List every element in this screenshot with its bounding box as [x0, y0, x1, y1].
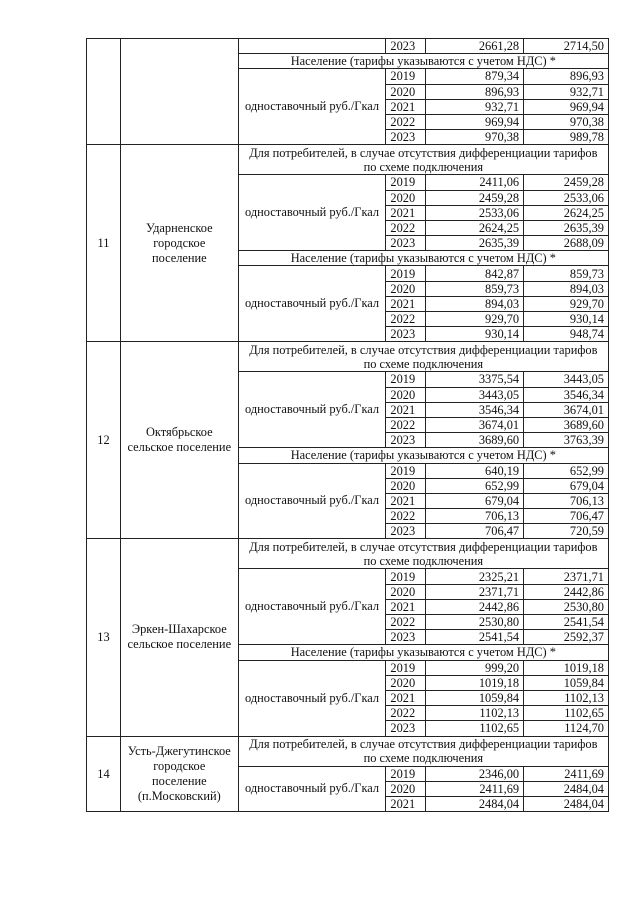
consumers-header: Для потребителей, в случае отсутствия дифференциации тарифов по схеме подключения: [238, 539, 608, 569]
value-second-half: 1059,84: [524, 675, 609, 690]
value-second-half: 2530,80: [524, 599, 609, 614]
value-first-half: 970,38: [426, 130, 524, 145]
value-first-half: 1059,84: [426, 690, 524, 705]
population-header: Население (тарифы указываются с учетом НДС) *: [238, 251, 608, 266]
value-first-half: 999,20: [426, 660, 524, 675]
year-cell: 2021: [386, 205, 426, 220]
year-cell: 2021: [386, 402, 426, 417]
year-cell: 2020: [386, 387, 426, 402]
value-second-half: 3674,01: [524, 402, 609, 417]
value-second-half: 1102,13: [524, 690, 609, 705]
year-cell: 2019: [386, 660, 426, 675]
value-second-half: 2714,50: [524, 39, 609, 54]
value-first-half: 2325,21: [426, 569, 524, 584]
value-second-half: 3546,34: [524, 387, 609, 402]
consumers-header: Для потребителей, в случае отсутствия дифференциации тарифов по схеме подключения: [238, 342, 608, 372]
value-first-half: 2484,04: [426, 796, 524, 811]
value-first-half: 1019,18: [426, 675, 524, 690]
entry-name: Октябрьское сельское поселение: [120, 342, 238, 539]
year-cell: 2019: [386, 463, 426, 478]
year-cell: 2021: [386, 99, 426, 114]
value-second-half: 930,14: [524, 312, 609, 327]
value-first-half: 1102,13: [426, 706, 524, 721]
value-first-half: 2459,28: [426, 190, 524, 205]
year-cell: 2020: [386, 478, 426, 493]
value-second-half: 2592,37: [524, 630, 609, 645]
value-first-half: 2541,54: [426, 630, 524, 645]
value-second-half: 2533,06: [524, 190, 609, 205]
value-first-half: 930,14: [426, 327, 524, 342]
group-header-row: [87, 736, 609, 766]
value-first-half: 842,87: [426, 266, 524, 281]
year-cell: 2020: [386, 781, 426, 796]
value-second-half: 2371,71: [524, 569, 609, 584]
year-cell: 2023: [386, 39, 426, 54]
year-cell: 2022: [386, 114, 426, 129]
tariff-type: [238, 39, 386, 54]
group-header-row: [87, 145, 609, 175]
value-first-half: 896,93: [426, 84, 524, 99]
value-second-half: 2688,09: [524, 236, 609, 251]
value-second-half: 2484,04: [524, 796, 609, 811]
value-first-half: 3689,60: [426, 433, 524, 448]
value-first-half: 2661,28: [426, 39, 524, 54]
year-cell: 2022: [386, 706, 426, 721]
year-cell: 2023: [386, 130, 426, 145]
value-second-half: 970,38: [524, 114, 609, 129]
value-first-half: 3375,54: [426, 372, 524, 387]
year-cell: 2021: [386, 796, 426, 811]
entry-number: 11: [87, 145, 121, 342]
tariff-row: [87, 39, 609, 54]
value-first-half: 3546,34: [426, 402, 524, 417]
consumers-header: Для потребителей, в случае отсутствия дифференциации тарифов по схеме подключения: [238, 736, 608, 766]
year-cell: 2021: [386, 599, 426, 614]
year-cell: 2022: [386, 417, 426, 432]
entry-name: [120, 39, 238, 145]
value-first-half: 2635,39: [426, 236, 524, 251]
year-cell: 2019: [386, 175, 426, 190]
value-first-half: 1102,65: [426, 721, 524, 736]
value-second-half: 1019,18: [524, 660, 609, 675]
value-first-half: 3443,05: [426, 387, 524, 402]
population-header: Население (тарифы указываются с учетом НДС) *: [238, 448, 608, 463]
value-second-half: 720,59: [524, 524, 609, 539]
tariff-type: одноставочный руб./Гкал: [238, 372, 386, 448]
consumers-header: Для потребителей, в случае отсутствия дифференциации тарифов по схеме подключения: [238, 145, 608, 175]
entry-number: 12: [87, 342, 121, 539]
value-second-half: 894,03: [524, 281, 609, 296]
year-cell: 2020: [386, 281, 426, 296]
value-second-half: 652,99: [524, 463, 609, 478]
value-second-half: 706,13: [524, 493, 609, 508]
value-first-half: 706,47: [426, 524, 524, 539]
value-first-half: 2411,06: [426, 175, 524, 190]
tariff-type: одноставочный руб./Гкал: [238, 660, 386, 736]
value-first-half: 652,99: [426, 478, 524, 493]
year-cell: 2023: [386, 327, 426, 342]
tariff-type: одноставочный руб./Гкал: [238, 766, 386, 812]
year-cell: 2020: [386, 675, 426, 690]
value-first-half: 679,04: [426, 493, 524, 508]
year-cell: 2023: [386, 433, 426, 448]
year-cell: 2019: [386, 69, 426, 84]
value-second-half: 706,47: [524, 509, 609, 524]
population-header: Население (тарифы указываются с учетом НДС) *: [238, 54, 608, 69]
value-second-half: 2635,39: [524, 220, 609, 235]
value-second-half: 3689,60: [524, 417, 609, 432]
value-first-half: 706,13: [426, 509, 524, 524]
value-first-half: 640,19: [426, 463, 524, 478]
year-cell: 2020: [386, 190, 426, 205]
value-second-half: 948,74: [524, 327, 609, 342]
entry-name: Ударненское городское поселение: [120, 145, 238, 342]
value-second-half: 2624,25: [524, 205, 609, 220]
value-second-half: 896,93: [524, 69, 609, 84]
year-cell: 2019: [386, 372, 426, 387]
value-second-half: 2411,69: [524, 766, 609, 781]
group-header-row: [87, 342, 609, 372]
value-second-half: 1124,70: [524, 721, 609, 736]
entry-name: Эркен-Шахарское сельское поселение: [120, 539, 238, 736]
value-first-half: 2530,80: [426, 615, 524, 630]
entry-number: 14: [87, 736, 121, 812]
value-second-half: 3763,39: [524, 433, 609, 448]
value-first-half: 2411,69: [426, 781, 524, 796]
tariff-type: одноставочный руб./Гкал: [238, 463, 386, 539]
value-second-half: 1102,65: [524, 706, 609, 721]
group-header-row: [87, 539, 609, 569]
entry-number: 13: [87, 539, 121, 736]
tariff-type: одноставочный руб./Гкал: [238, 266, 386, 342]
year-cell: 2023: [386, 630, 426, 645]
year-cell: 2021: [386, 493, 426, 508]
value-first-half: 2371,71: [426, 584, 524, 599]
value-first-half: 932,71: [426, 99, 524, 114]
value-second-half: 932,71: [524, 84, 609, 99]
value-second-half: 969,94: [524, 99, 609, 114]
tariff-type: одноставочный руб./Гкал: [238, 175, 386, 251]
value-second-half: 2541,54: [524, 615, 609, 630]
year-cell: 2019: [386, 766, 426, 781]
year-cell: 2022: [386, 220, 426, 235]
year-cell: 2023: [386, 236, 426, 251]
value-first-half: 2624,25: [426, 220, 524, 235]
year-cell: 2021: [386, 690, 426, 705]
year-cell: 2020: [386, 84, 426, 99]
population-header: Население (тарифы указываются с учетом НДС) *: [238, 645, 608, 660]
value-first-half: 859,73: [426, 281, 524, 296]
tariff-type: одноставочный руб./Гкал: [238, 69, 386, 145]
entry-number: [87, 39, 121, 145]
year-cell: 2023: [386, 524, 426, 539]
value-first-half: 929,70: [426, 312, 524, 327]
entry-name: Усть-Джегутинское городское поселение (п.Московский): [120, 736, 238, 812]
year-cell: 2023: [386, 721, 426, 736]
tariff-table: [86, 38, 609, 812]
year-cell: 2022: [386, 312, 426, 327]
year-cell: 2021: [386, 296, 426, 311]
value-second-half: 929,70: [524, 296, 609, 311]
value-second-half: 3443,05: [524, 372, 609, 387]
value-first-half: 2346,00: [426, 766, 524, 781]
value-first-half: 3674,01: [426, 417, 524, 432]
value-second-half: 2459,28: [524, 175, 609, 190]
year-cell: 2020: [386, 584, 426, 599]
year-cell: 2022: [386, 615, 426, 630]
value-second-half: 989,78: [524, 130, 609, 145]
value-second-half: 2484,04: [524, 781, 609, 796]
value-first-half: 2442,86: [426, 599, 524, 614]
tariff-type: одноставочный руб./Гкал: [238, 569, 386, 645]
value-second-half: 2442,86: [524, 584, 609, 599]
value-second-half: 859,73: [524, 266, 609, 281]
value-first-half: 879,34: [426, 69, 524, 84]
year-cell: 2019: [386, 266, 426, 281]
year-cell: 2019: [386, 569, 426, 584]
value-first-half: 2533,06: [426, 205, 524, 220]
year-cell: 2022: [386, 509, 426, 524]
value-first-half: 894,03: [426, 296, 524, 311]
value-second-half: 679,04: [524, 478, 609, 493]
value-first-half: 969,94: [426, 114, 524, 129]
